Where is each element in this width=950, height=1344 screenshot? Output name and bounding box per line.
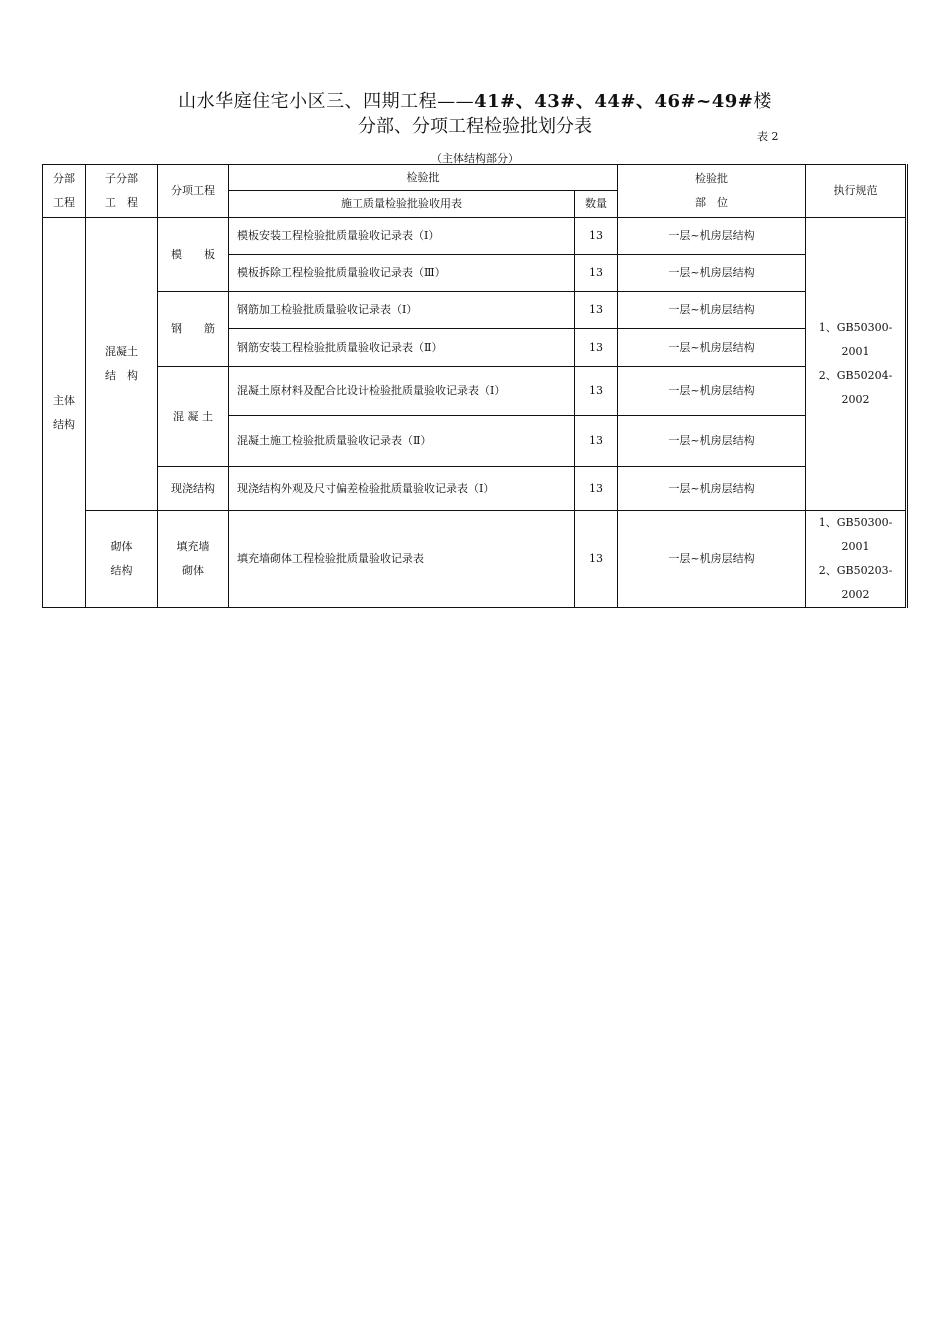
subdivision-masonry-structure: 砌体 结构 <box>86 511 158 608</box>
batch-quantity: 13 <box>575 467 618 511</box>
batch-quantity: 13 <box>575 416 618 467</box>
document-subtitle: （主体结构部分） <box>431 152 519 165</box>
batch-location: 一层~机房层结构 <box>618 416 806 467</box>
table-row <box>43 511 907 608</box>
standard-concrete: 1、GB50300-2001 2、GB50204-2002 <box>806 218 907 511</box>
table-row <box>43 292 907 329</box>
batch-quantity: 13 <box>575 511 618 608</box>
item-concrete: 混 凝 土 <box>158 367 229 467</box>
batch-location: 一层~机房层结构 <box>618 292 806 329</box>
document-title-line1 <box>0 90 950 114</box>
batch-location: 一层~机房层结构 <box>618 511 806 608</box>
batch-quantity: 13 <box>575 255 618 292</box>
batch-form-name: 混凝土施工检验批质量验收记录表（Ⅱ） <box>229 416 575 467</box>
division-main-structure: 主体 结构 <box>43 218 86 608</box>
batch-form-name: 钢筋加工检验批质量验收记录表（Ⅰ） <box>229 292 575 329</box>
table-number: 表 2 <box>757 130 779 143</box>
batch-form-name: 混凝土原材料及配合比设计检验批质量验收记录表（Ⅰ） <box>229 367 575 416</box>
col-header-item: 分项工程 <box>158 165 229 218</box>
inspection-batch-table <box>42 164 908 608</box>
table-row <box>43 467 907 511</box>
table-row <box>43 218 907 255</box>
col-header-division: 分部 工程 <box>43 165 86 218</box>
title-prefix: 山水华庭住宅小区三、四期工程—— <box>178 91 475 112</box>
batch-location: 一层~机房层结构 <box>618 367 806 416</box>
item-cast-in-place: 现浇结构 <box>158 467 229 511</box>
batch-quantity: 13 <box>575 329 618 367</box>
batch-location: 一层~机房层结构 <box>618 218 806 255</box>
batch-location: 一层~机房层结构 <box>618 467 806 511</box>
title-suffix: 楼 <box>753 91 772 112</box>
item-infill-wall-masonry: 填充墙 砌体 <box>158 511 229 608</box>
header-row-1 <box>43 165 907 191</box>
col-header-quantity: 数量 <box>575 191 618 218</box>
batch-quantity: 13 <box>575 218 618 255</box>
batch-location: 一层~机房层结构 <box>618 255 806 292</box>
batch-quantity: 13 <box>575 367 618 416</box>
item-formwork: 模 板 <box>158 218 229 292</box>
batch-form-name: 钢筋安装工程检验批质量验收记录表（Ⅱ） <box>229 329 575 367</box>
document-title-line2: 分部、分项工程检验批划分表 <box>358 116 592 137</box>
table-row <box>43 367 907 416</box>
standard-masonry: 1、GB50300-2001 2、GB50203-2002 <box>806 511 907 608</box>
col-header-batch-form: 施工质量检验批验收用表 <box>229 191 575 218</box>
batch-form-name: 现浇结构外观及尺寸偏差检验批质量验收记录表（Ⅰ） <box>229 467 575 511</box>
batch-location: 一层~机房层结构 <box>618 329 806 367</box>
col-header-standard: 执行规范 <box>806 165 907 218</box>
batch-form-name: 模板安装工程检验批质量验收记录表（Ⅰ） <box>229 218 575 255</box>
batch-quantity: 13 <box>575 292 618 329</box>
subdivision-concrete-structure: 混凝土 结 构 <box>86 218 158 511</box>
title-building-numbers: 41#、43#、44#、46#~49# <box>474 91 754 112</box>
batch-form-name: 模板拆除工程检验批质量验收记录表（Ⅲ） <box>229 255 575 292</box>
col-header-location: 检验批 部 位 <box>618 165 806 218</box>
col-header-subdivision: 子分部 工 程 <box>86 165 158 218</box>
col-header-batch: 检验批 <box>229 165 618 191</box>
batch-form-name: 填充墙砌体工程检验批质量验收记录表 <box>229 511 575 608</box>
item-rebar: 钢 筋 <box>158 292 229 367</box>
